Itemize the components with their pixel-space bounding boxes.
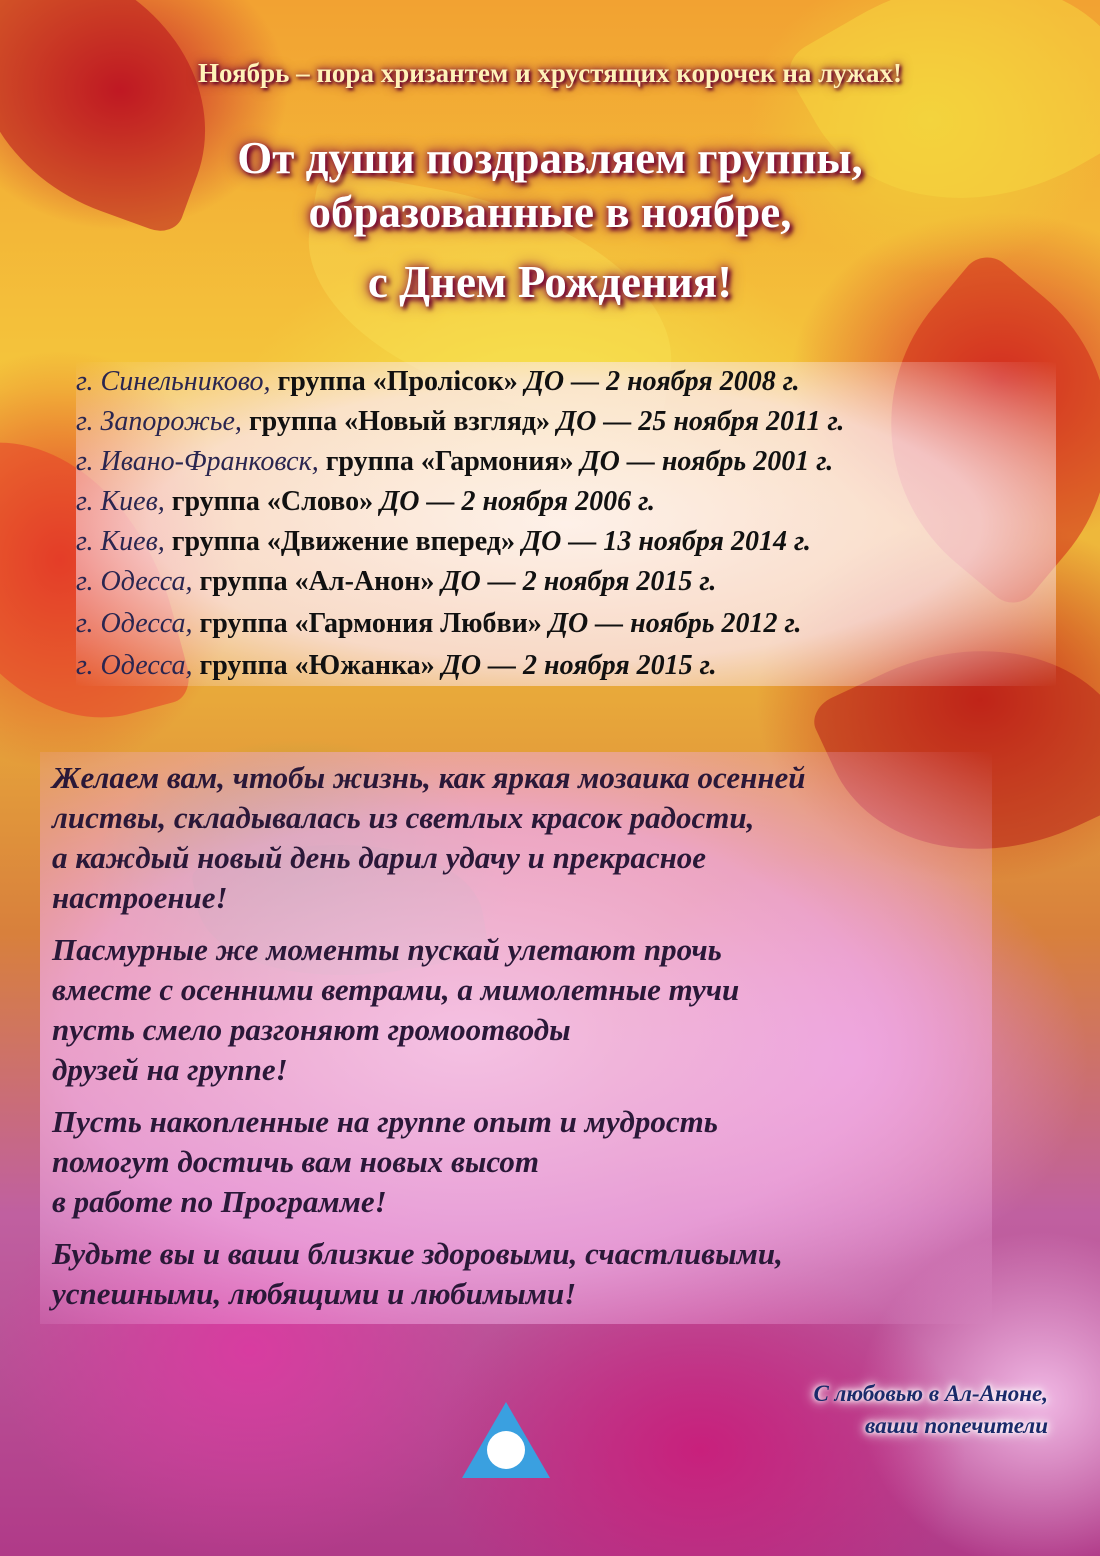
group-name: группа «Ал-Анон» xyxy=(199,566,435,597)
group-name: группа «Новый взгляд» xyxy=(248,406,551,437)
wish-line: Будьте вы и ваши близкие здоровыми, счастливыми, xyxy=(52,1236,783,1271)
group-row xyxy=(76,646,1056,686)
group-date: ДО — 2 ноября 2008 г. xyxy=(524,366,800,397)
group-date: ДО — 25 ноября 2011 г. xyxy=(557,406,845,437)
group-city: г. Одесса, xyxy=(76,566,193,597)
headline-line-1: От души поздравляем группы, xyxy=(237,133,863,183)
group-row xyxy=(76,442,1056,482)
signature-line-2: ваши попечители xyxy=(865,1413,1048,1438)
wish-line: друзей на группе! xyxy=(52,1052,288,1087)
wish-line: пусть смело разгоняют громоотводы xyxy=(52,1012,571,1047)
group-name: группа «Движение вперед» xyxy=(171,526,515,557)
wish-line: а каждый новый день дарил удачу и прекрасное xyxy=(52,840,707,875)
group-list xyxy=(76,362,1056,686)
headline-line-2: образованные в ноябре, xyxy=(308,187,792,237)
group-city: г. Одесса, xyxy=(76,608,193,639)
signature xyxy=(813,1378,1048,1442)
wish-line: Пусть накопленные на группе опыт и мудрость xyxy=(52,1104,718,1139)
wish-paragraph xyxy=(52,758,982,918)
tagline: Ноябрь – пора хризантем и хрустящих корочек на лужах! xyxy=(197,58,903,88)
group-city: г. Запорожье, xyxy=(76,406,242,437)
wish-line: вместе с осенними ветрами, а мимолетные тучи xyxy=(52,972,740,1007)
group-name: группа «Гармония» xyxy=(325,446,574,477)
wish-paragraph xyxy=(52,1102,982,1222)
group-row xyxy=(76,482,1056,522)
wish-line: листвы, складывалась из светлых красок радости, xyxy=(52,800,755,835)
wish-paragraph xyxy=(52,1234,982,1314)
group-city: г. Ивано-Франковск, xyxy=(76,446,319,477)
wish-line: в работе по Программе! xyxy=(52,1184,387,1219)
wishes-text xyxy=(40,752,992,1324)
group-name: группа «Южанка» xyxy=(199,650,435,681)
group-row xyxy=(76,522,1056,562)
group-date: ДО — ноябрь 2001 г. xyxy=(580,446,834,477)
signature-line-1: С любовью в Ал-Аноне, xyxy=(813,1381,1048,1406)
al-anon-logo-icon xyxy=(460,1400,552,1480)
wish-line: настроение! xyxy=(52,880,228,915)
wish-line: Желаем вам, чтобы жизнь, как яркая мозаика осенней xyxy=(52,760,806,795)
headline-line-3: с Днем Рождения! xyxy=(367,257,733,307)
group-row xyxy=(76,362,1056,402)
group-city: г. Одесса, xyxy=(76,650,193,681)
group-name: группа «Слово» xyxy=(171,486,374,517)
group-name: группа «Гармония Любви» xyxy=(199,608,542,639)
group-name: группа «Пролісок» xyxy=(277,366,518,397)
wish-line: Пасмурные же моменты пускай улетают прочь xyxy=(52,932,722,967)
group-city: г. Киев, xyxy=(76,486,165,517)
group-row xyxy=(76,402,1056,442)
logo-circle xyxy=(487,1431,525,1469)
group-city: г. Синельниково, xyxy=(76,366,271,397)
group-date: ДО — ноябрь 2012 г. xyxy=(548,608,802,639)
wish-line: помогут достичь вам новых высот xyxy=(52,1144,539,1179)
wish-paragraph xyxy=(52,930,982,1090)
group-date: ДО — 13 ноября 2014 г. xyxy=(521,526,811,557)
group-date: ДО — 2 ноября 2015 г. xyxy=(441,566,717,597)
group-row xyxy=(76,562,1056,602)
wish-line: успешными, любящими и любимыми! xyxy=(52,1276,577,1311)
group-date: ДО — 2 ноября 2006 г. xyxy=(380,486,656,517)
group-city: г. Киев, xyxy=(76,526,165,557)
group-date: ДО — 2 ноября 2015 г. xyxy=(441,650,717,681)
group-row xyxy=(76,604,1056,644)
